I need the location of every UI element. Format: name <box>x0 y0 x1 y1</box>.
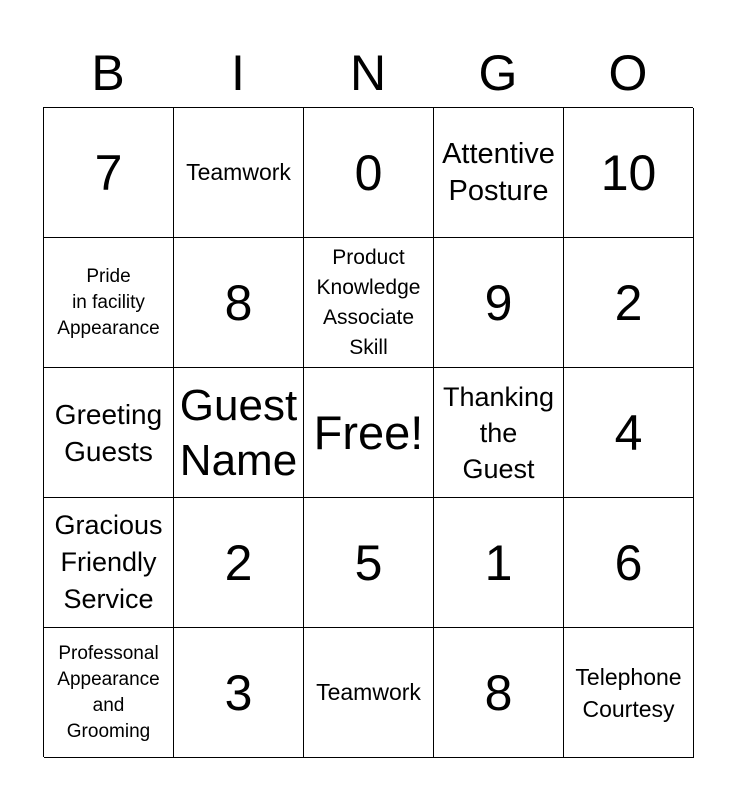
bingo-cell-r3c5[interactable]: 4 <box>564 368 694 498</box>
header-letter-g: G <box>478 45 518 101</box>
bingo-cell-r4c4[interactable]: 1 <box>434 498 564 628</box>
bingo-cell-r5c2[interactable]: 3 <box>174 628 304 758</box>
bingo-cell-r5c4[interactable]: 8 <box>434 628 564 758</box>
header-letter-i: I <box>231 45 245 101</box>
bingo-cell-r1c1[interactable]: 7 <box>44 108 174 238</box>
header-letter-o: O <box>608 45 648 101</box>
bingo-cell-r5c3[interactable]: Teamwork <box>304 628 434 758</box>
bingo-header <box>43 40 693 106</box>
bingo-cell-r4c1[interactable]: Gracious Friendly Service <box>44 498 174 628</box>
bingo-cell-r3c1[interactable]: Greeting Guests <box>44 368 174 498</box>
bingo-cell-free[interactable]: Free! <box>304 368 434 498</box>
bingo-cell-r2c3[interactable]: Product Knowledge Associate Skill <box>304 238 434 368</box>
header-letter-b: B <box>91 45 125 101</box>
bingo-cell-r4c3[interactable]: 5 <box>304 498 434 628</box>
bingo-cell-r5c1[interactable]: Professonal Appearance and Grooming <box>44 628 174 758</box>
bingo-cell-r3c2[interactable]: Guest Name <box>174 368 304 498</box>
bingo-cell-r1c2[interactable]: Teamwork <box>174 108 304 238</box>
bingo-cell-r4c2[interactable]: 2 <box>174 498 304 628</box>
bingo-cell-r2c5[interactable]: 2 <box>564 238 694 368</box>
bingo-board <box>43 107 693 757</box>
bingo-cell-r2c4[interactable]: 9 <box>434 238 564 368</box>
bingo-cell-r2c1[interactable]: Pride in facility Appearance <box>44 238 174 368</box>
bingo-cell-r4c5[interactable]: 6 <box>564 498 694 628</box>
bingo-cell-r5c5[interactable]: Telephone Courtesy <box>564 628 694 758</box>
header-letter-n: N <box>349 45 387 101</box>
bingo-cell-r1c3[interactable]: 0 <box>304 108 434 238</box>
bingo-cell-r3c4[interactable]: Thanking the Guest <box>434 368 564 498</box>
bingo-cell-r1c4[interactable]: Attentive Posture <box>434 108 564 238</box>
bingo-cell-r1c5[interactable]: 10 <box>564 108 694 238</box>
bingo-cell-r2c2[interactable]: 8 <box>174 238 304 368</box>
